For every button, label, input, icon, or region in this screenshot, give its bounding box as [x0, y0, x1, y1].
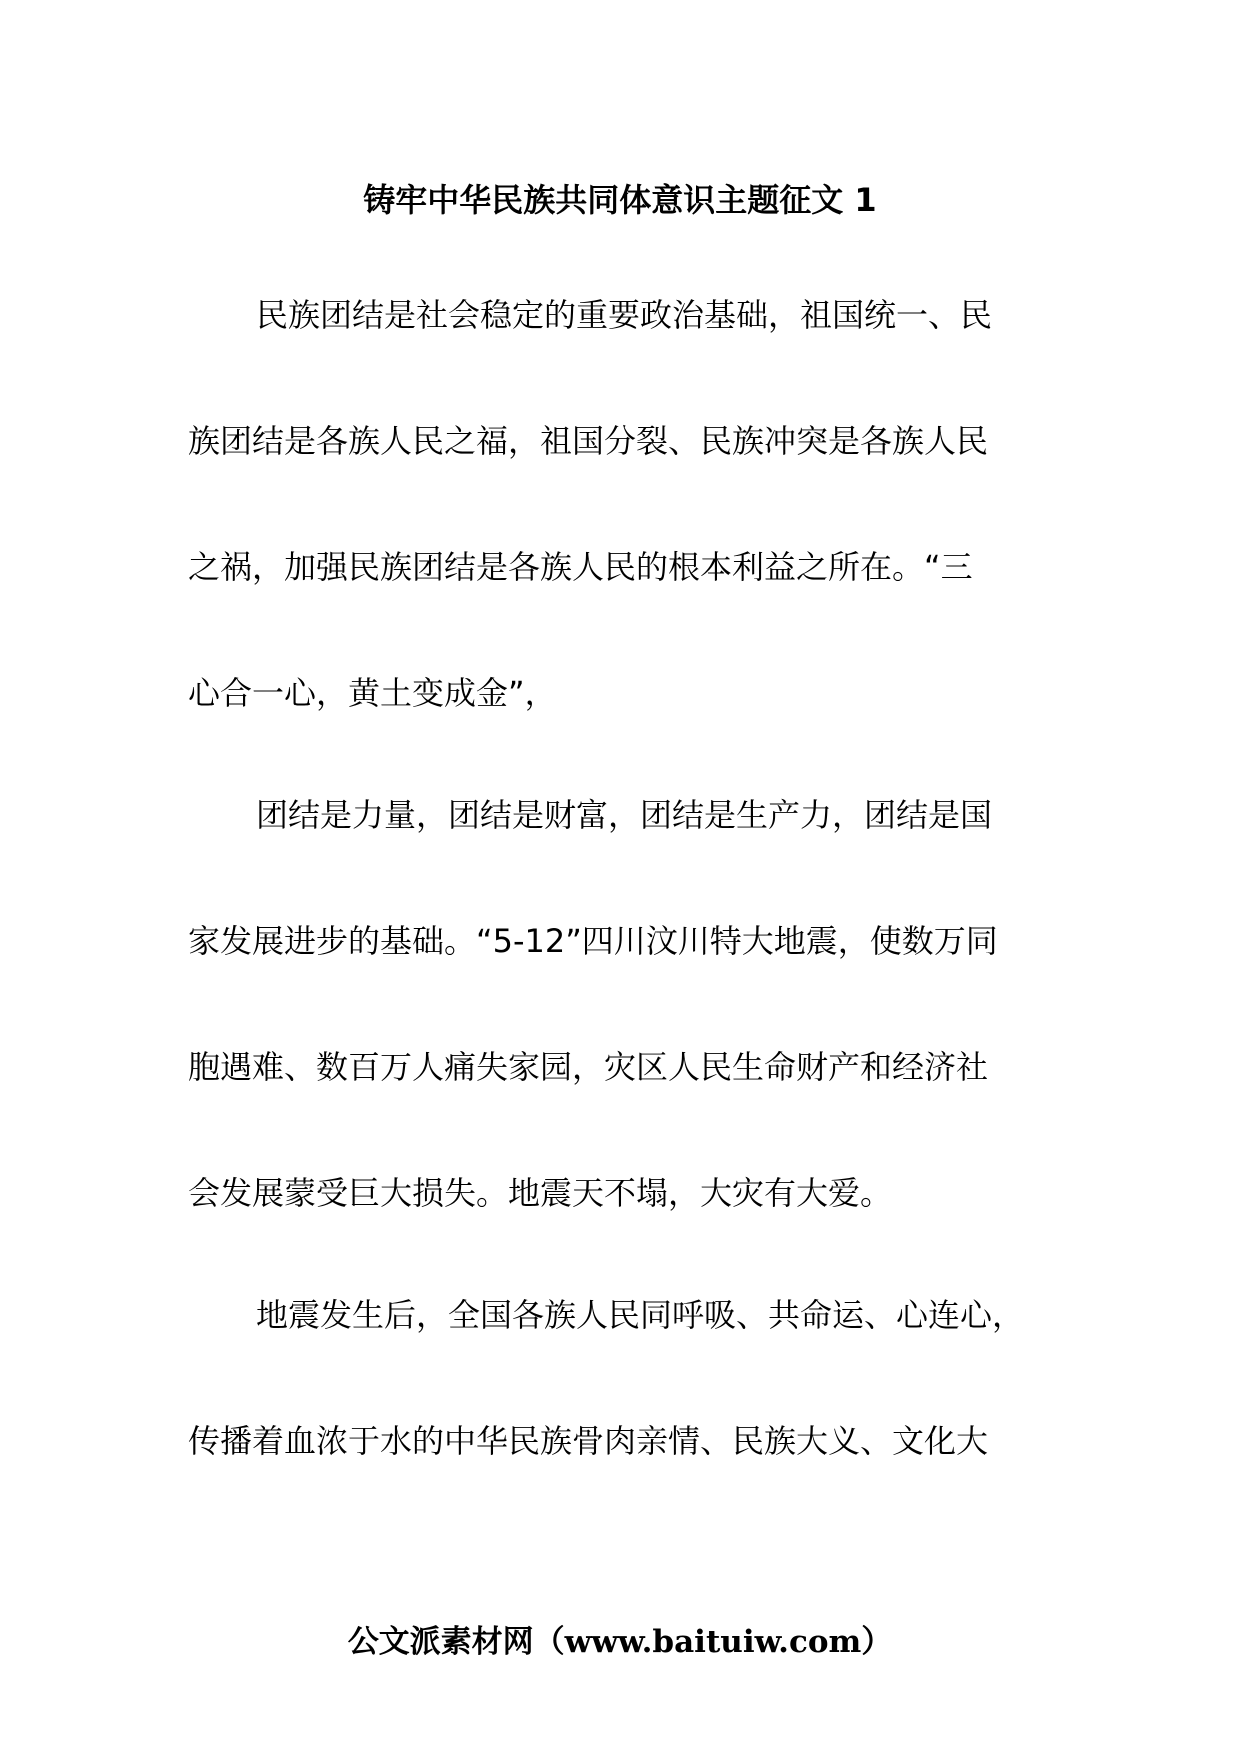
body-text-line: 家发展进步的基础。“5-12”四川汶川特大地震，使数万同	[188, 922, 998, 960]
body-text-line: 团结是力量，团结是财富，团结是生产力，团结是国	[256, 796, 993, 834]
body-text-line: 民族团结是社会稳定的重要政治基础，祖国统一、民	[256, 296, 993, 334]
body-text-line: 传播着血浓于水的中华民族骨肉亲情、民族大义、文化大	[188, 1422, 989, 1460]
body-text-line: 族团结是各族人民之福，祖国分裂、民族冲突是各族人民	[188, 422, 989, 460]
body-text-line: 会发展蒙受巨大损失。地震天不塌，大灾有大爱。	[188, 1174, 893, 1212]
body-text-line: 地震发生后，全国各族人民同呼吸、共命运、心连心，	[256, 1296, 1025, 1334]
body-text-line: 之祸，加强民族团结是各族人民的根本利益之所在。“三	[188, 548, 973, 586]
footer-source: 公文派素材网（www.baituiw.com）	[347, 1624, 893, 1660]
body-text-line: 胞遇难、数百万人痛失家园，灾区人民生命财产和经济社	[188, 1048, 989, 1086]
document-title: 铸牢中华民族共同体意识主题征文 1	[363, 181, 877, 219]
body-text-line: 心合一心，黄土变成金”，	[188, 674, 557, 712]
